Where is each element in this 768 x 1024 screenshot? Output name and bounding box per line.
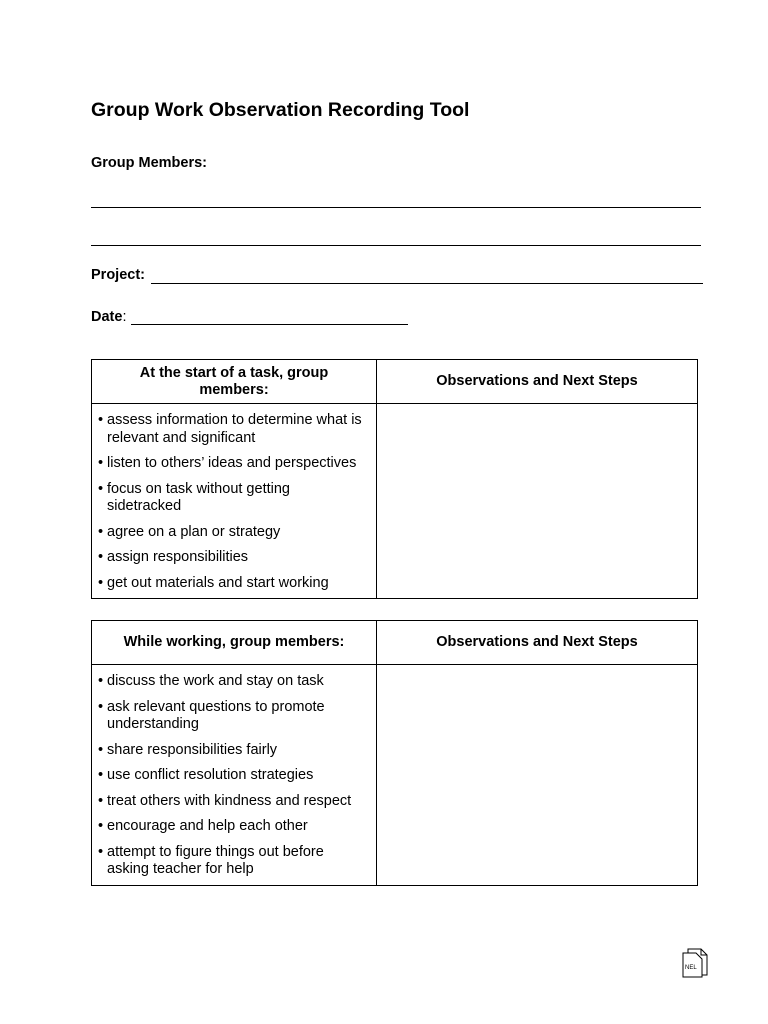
list-item-text: use conflict resolution strategies <box>107 767 314 783</box>
behaviours-cell <box>92 665 377 886</box>
list-item <box>98 742 368 760</box>
date-label: Date <box>91 309 123 325</box>
table-body-row <box>92 665 698 886</box>
behaviours-cell <box>92 404 377 599</box>
list-item-text: listen to others’ ideas and perspectives <box>107 455 357 471</box>
header-text: At the start of a task, group members: <box>139 364 329 398</box>
table-body-row <box>92 404 698 599</box>
date-colon: : <box>122 309 127 325</box>
list-item <box>98 767 368 785</box>
list-item <box>98 844 368 879</box>
bullet-icon: • <box>98 523 104 540</box>
bullet-icon: • <box>98 455 104 471</box>
list-item <box>98 412 368 447</box>
list-item <box>98 793 368 811</box>
group-members-label: Group Members: <box>91 155 208 171</box>
table-header-observations: Observations and Next Steps <box>377 360 698 404</box>
list-item <box>98 455 368 473</box>
list-item-text: agree on a plan or strategy <box>107 523 281 540</box>
nel-logo-text: NEL <box>685 965 697 971</box>
list-item-text: attempt to figure things out before asking teacher for help <box>107 843 324 877</box>
list-item <box>98 673 368 691</box>
observations-cell[interactable] <box>377 665 698 886</box>
header-text: While working, group members: <box>123 634 345 650</box>
nel-logo-icon <box>681 948 709 978</box>
bullet-icon: • <box>98 574 104 591</box>
project-label: Project: <box>91 267 145 283</box>
list-item-text: focus on task without getting sidetracked <box>107 480 290 514</box>
table-header-start-of-task <box>92 360 377 404</box>
group-members-line-2[interactable] <box>91 245 701 246</box>
bullet-icon: • <box>98 843 104 860</box>
start-of-task-table <box>91 359 698 599</box>
bullet-icon: • <box>98 412 104 428</box>
bullet-icon: • <box>98 673 104 689</box>
project-line[interactable] <box>151 283 703 284</box>
table-header-while-working <box>92 621 377 665</box>
list-item-text: discuss the work and stay on task <box>107 673 324 689</box>
behaviours-list <box>92 404 376 598</box>
list-item <box>98 699 368 734</box>
list-item <box>98 524 368 542</box>
table-header-observations: Observations and Next Steps <box>377 621 698 665</box>
bullet-icon: • <box>98 741 104 758</box>
list-item-text: assign responsibilities <box>107 549 249 565</box>
list-item-text: share responsibilities fairly <box>107 741 278 758</box>
while-working-table <box>91 620 698 886</box>
group-members-line-1[interactable] <box>91 207 701 208</box>
bullet-icon: • <box>98 480 104 497</box>
list-item-text: get out materials and start working <box>107 574 329 591</box>
table-header-row <box>92 621 698 665</box>
list-item-text: treat others with kindness and respect <box>107 792 352 809</box>
list-item <box>98 481 368 516</box>
list-item-text: assess information to determine what is relevant and significant <box>107 412 362 446</box>
date-line[interactable] <box>131 324 408 325</box>
list-item-text: ask relevant questions to promote understanding <box>107 698 325 732</box>
observations-cell[interactable] <box>377 404 698 599</box>
list-item <box>98 575 368 593</box>
list-item-text: encourage and help each other <box>107 818 308 834</box>
behaviours-list <box>92 665 376 885</box>
page-title: Group Work Observation Recording Tool <box>91 99 470 121</box>
table-header-row <box>92 360 698 404</box>
bullet-icon: • <box>98 792 104 809</box>
list-item <box>98 818 368 836</box>
bullet-icon: • <box>98 549 104 565</box>
bullet-icon: • <box>98 698 104 715</box>
date-label-group <box>91 309 126 325</box>
list-item <box>98 549 368 567</box>
bullet-icon: • <box>98 818 104 834</box>
bullet-icon: • <box>98 767 104 783</box>
